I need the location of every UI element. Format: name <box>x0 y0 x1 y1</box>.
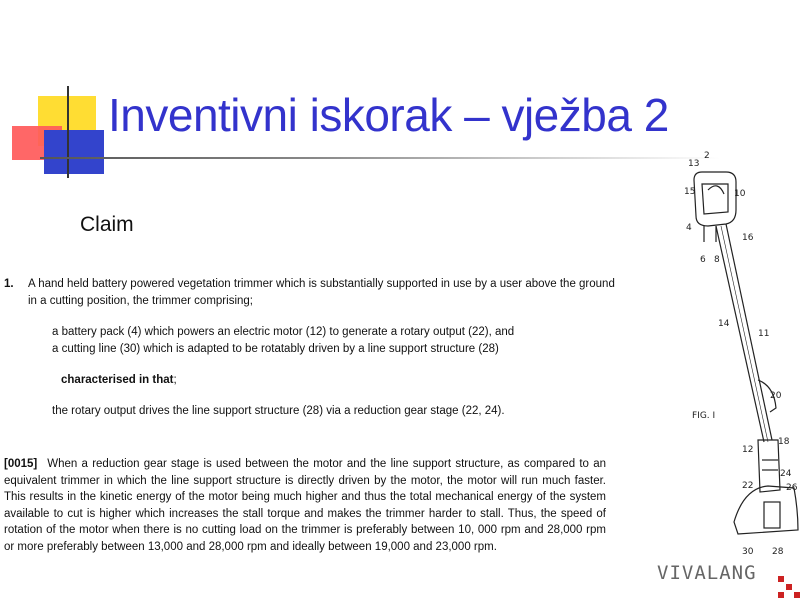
battery-pack-outline <box>702 184 728 214</box>
figure-label-4: 4 <box>686 223 692 233</box>
line-support-structure <box>764 502 780 528</box>
figure-label-30: 30 <box>742 547 754 557</box>
figure-label-22: 22 <box>742 481 754 491</box>
figure-label-15: 15 <box>684 187 696 197</box>
claim-preamble-line1: A hand held battery powered vegetation trimmer which is substantially supported in use by a user above the ground <box>28 278 615 290</box>
figure-label-8: 8 <box>714 255 720 265</box>
figure-label-16: 16 <box>742 233 754 243</box>
claim-characterised <box>61 372 674 389</box>
shaft-line-left <box>716 226 764 442</box>
slide-subtitle: Claim <box>80 213 134 236</box>
claim-number: 1. <box>4 278 14 290</box>
cutting-guard <box>734 486 798 534</box>
paragraph-number: [0015] <box>4 458 38 470</box>
claim-characterising-feature: the rotary output drives the line support structure (28) via a reduction gear stage (22, 24). <box>52 405 505 417</box>
figure-label-13: 13 <box>688 159 700 169</box>
trimmer-handle-outline <box>694 172 736 226</box>
claim-feature-2: a cutting line (30) which is adapted to be rotatably driven by a line support structure (28) <box>52 343 499 355</box>
figure-label-20: 20 <box>770 391 782 401</box>
decor-blue-square <box>44 130 104 174</box>
motor-housing <box>758 440 780 492</box>
paragraph-text: When a reduction gear stage is used between the motor and the line support structure, as compared to an equivalent trimmer in which the line support structure is directly driven by the motor, the motor will run much faster. This results in the kinetic energy of the motor being much higher and thus the total mechanical energy of the system available to cut is higher which increases the stall torque and makes the trimmer harder to stall. Thus, the speed of rotation of the motor when there is no cutting load on the trimmer is preferably between 10, 000 rpm and 28,000 rpm or more preferably between 13,000 and 28,000 rpm and ideally between 19,000 and 23,000 rpm. <box>4 458 606 553</box>
characterised-suffix: ; <box>173 374 177 386</box>
patent-figure <box>682 150 800 560</box>
characterised-bold: characterised in that <box>61 374 174 386</box>
figure-label-11: 11 <box>758 329 770 339</box>
figure-label-26: 26 <box>786 483 798 493</box>
paragraph-0015 <box>4 456 606 555</box>
figure-label-12: 12 <box>742 445 754 455</box>
figure-label-14: 14 <box>718 319 730 329</box>
figure-label-18: 18 <box>778 437 790 447</box>
figure-label-28: 28 <box>772 547 784 557</box>
figure-label-6: 6 <box>700 255 706 265</box>
slide-title: Inventivni iskorak – vježba 2 <box>108 89 669 141</box>
handle-grip-line <box>708 186 724 194</box>
vivalang-logo: VIVALANG <box>657 562 757 584</box>
title-underline <box>40 157 720 159</box>
claim-preamble-line2: in a cutting position, the trimmer comprising; <box>28 295 253 307</box>
claim-feature-1: a battery pack (4) which powers an electric motor (12) to generate a rotary output (22), and <box>52 326 515 338</box>
figure-caption: FIG. I <box>692 411 716 421</box>
logo-dots-icon <box>778 576 800 600</box>
claim-block <box>4 276 674 420</box>
figure-label-10: 10 <box>734 189 746 199</box>
figure-label-2: 2 <box>704 151 710 161</box>
figure-label-24: 24 <box>780 469 792 479</box>
decor-vertical-line <box>67 86 69 178</box>
